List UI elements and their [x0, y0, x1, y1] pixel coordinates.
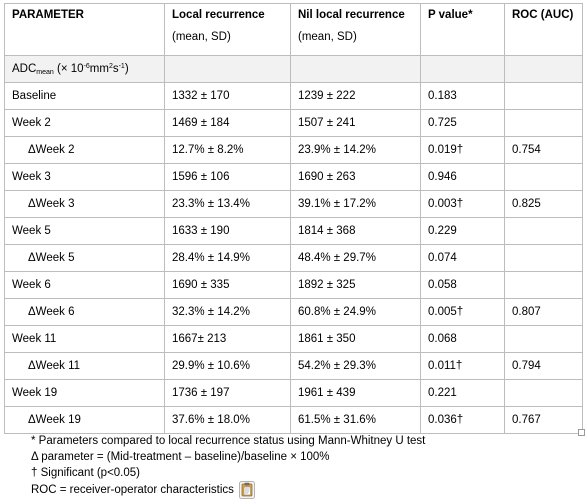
row-nil-local-recurrence-cell: 23.9% ± 14.2% [291, 137, 421, 164]
row-p-value-cell: 0.725 [421, 110, 505, 137]
row-roc-cell: 0.754 [505, 137, 583, 164]
section-adc-units-b: s [112, 62, 119, 75]
table-row [5, 380, 583, 407]
section-cell-empty [505, 56, 583, 83]
section-adc-units-exp2: -1 [118, 62, 125, 70]
row-nil-local-recurrence-cell: 1814 ± 368 [291, 218, 421, 245]
row-nil-local-recurrence-cell: 1239 ± 222 [291, 83, 421, 110]
row-local-recurrence-cell: 1690 ± 335 [165, 272, 291, 299]
row-roc-cell [505, 218, 583, 245]
row-parameter-cell: ΔWeek 11 [5, 353, 165, 380]
table-row [5, 83, 583, 110]
clipboard-icon[interactable] [239, 481, 255, 499]
footnote-roc [31, 481, 425, 499]
row-local-recurrence-cell: 23.3% ± 13.4% [165, 191, 291, 218]
section-adc-suffix: ) [124, 62, 129, 75]
row-parameter-cell: Week 2 [5, 110, 165, 137]
row-p-value-cell: 0.036† [421, 407, 505, 434]
row-local-recurrence-cell: 32.3% ± 14.2% [165, 299, 291, 326]
row-local-recurrence-cell: 1596 ± 106 [165, 164, 291, 191]
row-local-recurrence-cell: 37.6% ± 18.0% [165, 407, 291, 434]
footnote-mann-whitney [31, 433, 425, 449]
header-nil-local-recurrence [291, 4, 421, 56]
header-roc [505, 4, 583, 56]
footnote-delta-definition [31, 449, 425, 465]
table-row [5, 164, 583, 191]
header-roc-label: ROC (AUC) [512, 9, 574, 21]
section-adc-middle: (× 10 [53, 62, 84, 75]
row-nil-local-recurrence-cell: 1690 ± 263 [291, 164, 421, 191]
footnote-text: * Parameters compared to local recurrence status using Mann-Whitney U test [31, 435, 426, 447]
section-adc-units-exp1: 2 [108, 62, 113, 70]
row-parameter-cell: Week 5 [5, 218, 165, 245]
row-parameter-cell: ΔWeek 3 [5, 191, 165, 218]
header-local-recurrence [165, 4, 291, 56]
section-adc-subscript: mean [36, 68, 54, 76]
row-parameter-cell: ΔWeek 6 [5, 299, 165, 326]
row-p-value-cell: 0.074 [421, 245, 505, 272]
row-p-value-cell: 0.058 [421, 272, 505, 299]
table-row [5, 326, 583, 353]
row-parameter-cell: Baseline [5, 83, 165, 110]
row-local-recurrence-cell: 1332 ± 170 [165, 83, 291, 110]
footnote-text: ROC = receiver-operator characteristics [31, 484, 234, 496]
header-nil-local-recurrence-sub: (mean, SD) [298, 31, 357, 43]
row-parameter-cell: ΔWeek 19 [5, 407, 165, 434]
footnotes [31, 433, 425, 499]
table-row [5, 137, 583, 164]
row-roc-cell: 0.767 [505, 407, 583, 434]
results-table [4, 3, 583, 434]
row-p-value-cell: 0.003† [421, 191, 505, 218]
row-parameter-cell: Week 6 [5, 272, 165, 299]
resize-handle[interactable] [578, 429, 585, 436]
section-row-adc [5, 56, 583, 83]
row-roc-cell [505, 245, 583, 272]
row-p-value-cell: 0.005† [421, 299, 505, 326]
header-parameter [5, 4, 165, 56]
row-nil-local-recurrence-cell: 1961 ± 439 [291, 380, 421, 407]
section-cell-empty [291, 56, 421, 83]
table-header-row [5, 4, 583, 56]
row-roc-cell: 0.825 [505, 191, 583, 218]
row-local-recurrence-cell: 1633 ± 190 [165, 218, 291, 245]
row-roc-cell [505, 83, 583, 110]
row-p-value-cell: 0.068 [421, 326, 505, 353]
table-row [5, 245, 583, 272]
row-parameter-cell: ΔWeek 5 [5, 245, 165, 272]
footnote-text: † Significant (p<0.05) [31, 467, 140, 479]
header-local-recurrence-label: Local recurrence [172, 9, 265, 21]
row-roc-cell [505, 164, 583, 191]
section-cell-empty [165, 56, 291, 83]
row-p-value-cell: 0.946 [421, 164, 505, 191]
row-p-value-cell: 0.019† [421, 137, 505, 164]
row-roc-cell [505, 110, 583, 137]
row-parameter-cell: ΔWeek 2 [5, 137, 165, 164]
section-label-adc [5, 56, 165, 83]
row-nil-local-recurrence-cell: 39.1% ± 17.2% [291, 191, 421, 218]
row-local-recurrence-cell: 28.4% ± 14.9% [165, 245, 291, 272]
row-p-value-cell: 0.229 [421, 218, 505, 245]
footnote-text: Δ parameter = (Mid-treatment – baseline)/baseline × 100% [31, 451, 330, 463]
row-local-recurrence-cell: 1667± 213 [165, 326, 291, 353]
table-row [5, 299, 583, 326]
header-nil-local-recurrence-label: Nil local recurrence [298, 9, 405, 21]
row-roc-cell [505, 272, 583, 299]
table-row [5, 110, 583, 137]
row-roc-cell [505, 380, 583, 407]
row-p-value-cell: 0.183 [421, 83, 505, 110]
section-adc-exponent: -6 [83, 62, 90, 70]
row-parameter-cell: Week 3 [5, 164, 165, 191]
row-local-recurrence-cell: 1469 ± 184 [165, 110, 291, 137]
header-p-value-label: P value* [428, 9, 473, 21]
table-row [5, 218, 583, 245]
row-local-recurrence-cell: 12.7% ± 8.2% [165, 137, 291, 164]
row-p-value-cell: 0.221 [421, 380, 505, 407]
footnote-significant [31, 465, 425, 481]
row-nil-local-recurrence-cell: 60.8% ± 24.9% [291, 299, 421, 326]
section-adc-units-a: mm [89, 62, 109, 75]
row-roc-cell [505, 326, 583, 353]
table-row [5, 407, 583, 434]
table-row [5, 353, 583, 380]
row-local-recurrence-cell: 29.9% ± 10.6% [165, 353, 291, 380]
section-adc-prefix: ADC [12, 62, 37, 75]
section-cell-empty [421, 56, 505, 83]
row-parameter-cell: Week 11 [5, 326, 165, 353]
row-nil-local-recurrence-cell: 48.4% ± 29.7% [291, 245, 421, 272]
row-local-recurrence-cell: 1736 ± 197 [165, 380, 291, 407]
header-p-value [421, 4, 505, 56]
row-p-value-cell: 0.011† [421, 353, 505, 380]
row-nil-local-recurrence-cell: 1861 ± 350 [291, 326, 421, 353]
header-local-recurrence-sub: (mean, SD) [172, 31, 231, 43]
row-roc-cell: 0.807 [505, 299, 583, 326]
row-nil-local-recurrence-cell: 61.5% ± 31.6% [291, 407, 421, 434]
row-roc-cell: 0.794 [505, 353, 583, 380]
row-nil-local-recurrence-cell: 54.2% ± 29.3% [291, 353, 421, 380]
row-nil-local-recurrence-cell: 1507 ± 241 [291, 110, 421, 137]
header-parameter-label: PARAMETER [12, 9, 84, 21]
table-row [5, 191, 583, 218]
row-parameter-cell: Week 19 [5, 380, 165, 407]
row-nil-local-recurrence-cell: 1892 ± 325 [291, 272, 421, 299]
table-row [5, 272, 583, 299]
